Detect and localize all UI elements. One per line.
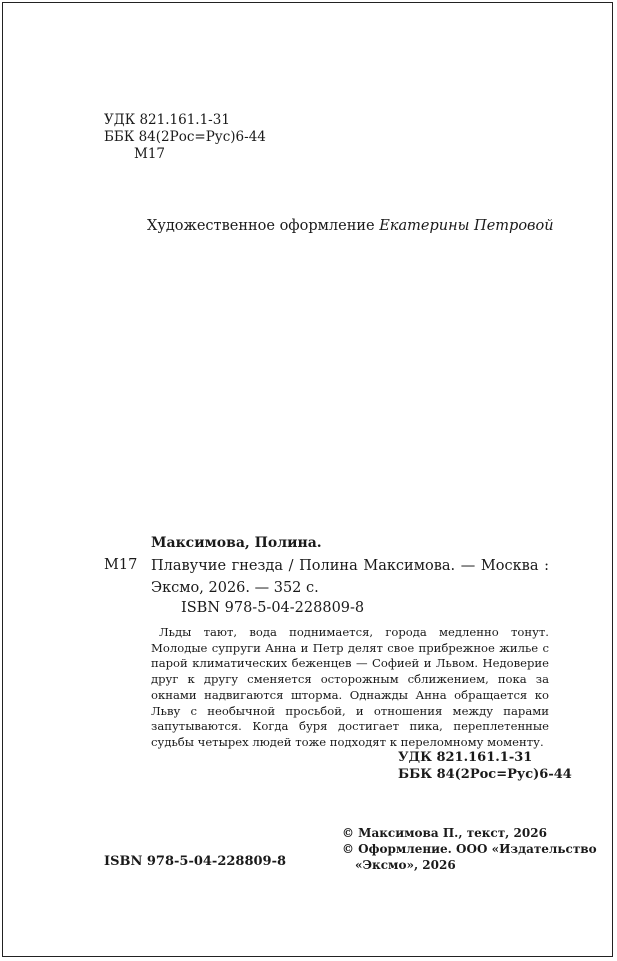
catalog-title-line-1: Плавучие гнезда / Полина Максимова. — Москва :: [151, 558, 549, 574]
footer-isbn: ISBN 978-5-04-228809-8: [104, 854, 287, 869]
top-udk: УДК 821.161.1-31: [104, 112, 230, 128]
catalog-annotation: Льды тают, вода поднимается, города медленно тонут. Молодые супруги Анна и Петр делят свое прибрежное жилье с парой климатических беженцев — Софией и Львом. Недоверие друг к другу сменяется осторожным сближением, пока за окнами надвигаются шторма. Однажды Анна обращается ко Льву с необычной просьбой, и отношения между парами запутываются. Когда буря достигает пика, переплетенные судьбы четырех людей тоже подходят к переломному моменту.: [151, 625, 549, 749]
catalog-isbn: ISBN 978-5-04-228809-8: [181, 600, 365, 616]
catalog-title-line-2: Эксмо, 2026. — 352 с.: [151, 580, 319, 596]
copyright-design: © Оформление. ООО «Издательство: [342, 842, 597, 856]
catalog-udk: УДК 821.161.1-31: [398, 750, 533, 765]
design-credit-name: Екатерины Петровой: [379, 218, 554, 234]
top-author-mark: М17: [134, 146, 166, 162]
catalog-bbk: ББК 84(2Рос=Рус)6-44: [398, 767, 572, 782]
page-border: [2, 2, 613, 957]
top-bbk: ББК 84(2Рос=Рус)6-44: [104, 129, 266, 145]
catalog-author-mark: М17: [104, 557, 138, 573]
design-credit-prefix: Художественное оформление: [147, 218, 380, 234]
copyright-text: © Максимова П., текст, 2026: [342, 826, 547, 840]
catalog-author-heading: Максимова, Полина.: [151, 535, 322, 551]
design-credit: [147, 218, 554, 234]
copyright-publisher: «Эксмо», 2026: [355, 858, 456, 872]
